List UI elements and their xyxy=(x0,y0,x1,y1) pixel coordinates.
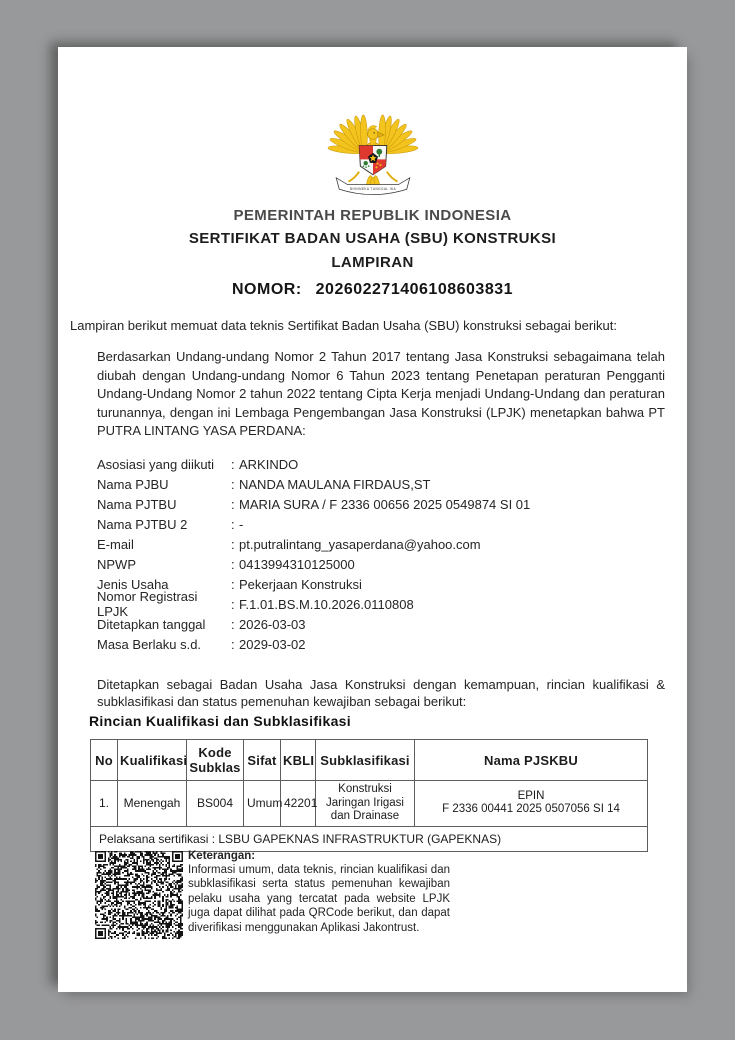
detail-value: 2029-03-02 xyxy=(239,636,306,652)
attachment-subtitle: LAMPIRAN xyxy=(331,254,414,271)
certificate-page xyxy=(58,47,687,992)
garuda-icon xyxy=(327,107,419,201)
detail-colon: : xyxy=(231,456,235,472)
legal-paragraph: Berdasarkan Undang-undang Nomor 2 Tahun 2017 tentang Jasa Konstruksi sebagaimana telah diubah dengan Undang-undang Nomor 6 Tahun 2023 tentang Penetapan peraturan Pengganti Undang-Undang Nomor 2 tahun 2022 tentang Cipta Kerja menjadi Undang-Undang dan peraturan turunannya, dengan ini Lembaga Pengembangan Jasa Konstruksi (LPJK) menetapkan bahwa PT PUTRA LINTANG YASA PERDANA: xyxy=(97,349,665,439)
detail-colon: : xyxy=(231,516,235,532)
detail-colon: : xyxy=(231,536,235,552)
cell-nama-pjskbu xyxy=(415,781,648,827)
certificate-number: 202602271406108603831 xyxy=(315,281,514,298)
cell-kualifikasi: Menengah xyxy=(118,781,187,827)
table-heading: Rincian Kualifikasi dan Subklasifikasi xyxy=(89,713,351,729)
detail-row-nama-pjbu xyxy=(97,474,665,494)
company-details xyxy=(97,454,665,654)
column-header-kode-subklas: Kode Subklas xyxy=(187,740,244,781)
detail-label: NPWP xyxy=(97,556,136,572)
keterangan-body: Informasi umum, data teknis, rincian kualifikasi dan subklasifikasi serta status pemenuhan kewajiban pelaku usaha yang tercatat pada website LPJK juga dapat dilihat pada QRCode berikut, dan dapat diverifikasi menggunakan Aplikasi Jakontrust. xyxy=(188,864,450,934)
qualification-table xyxy=(90,739,648,852)
detail-label: Nama PJTBU 2 xyxy=(97,516,188,532)
detail-value: - xyxy=(239,516,244,532)
detail-value: Pekerjaan Konstruksi xyxy=(239,576,362,592)
pancasila-shield xyxy=(359,146,387,175)
detail-row-npwp xyxy=(97,554,665,574)
detail-colon: : xyxy=(231,476,235,492)
header-block xyxy=(58,204,687,303)
keterangan-block xyxy=(188,850,450,935)
detail-row-email xyxy=(97,534,665,554)
table-header-row xyxy=(91,740,648,781)
column-header-kualifikasi: Kualifikasi xyxy=(118,740,187,781)
detail-value: 0413994310125000 xyxy=(239,556,355,572)
cell-sifat: Umum xyxy=(244,781,281,827)
detail-label: Asosiasi yang diikuti xyxy=(97,456,215,472)
detail-label: Ditetapkan tanggal xyxy=(97,616,206,632)
detail-value: F.1.01.BS.M.10.2026.0110808 xyxy=(239,596,414,612)
detail-row-nomor-registrasi xyxy=(97,589,665,619)
qr-code xyxy=(95,851,183,939)
table-footer-row xyxy=(91,826,648,851)
cell-subklasifikasi: Konstruksi Jaringan Irigasi dan Drainase xyxy=(316,781,415,827)
detail-value: 2026-03-03 xyxy=(239,616,306,632)
detail-colon: : xyxy=(231,576,235,592)
column-header-kbli: KBLI xyxy=(281,740,316,781)
detail-label: Nomor Registrasi LPJK xyxy=(97,589,198,619)
detail-colon: : xyxy=(231,556,235,572)
detail-row-nama-pjtbu xyxy=(97,494,665,514)
detail-label: Jenis Usaha xyxy=(97,576,169,592)
detail-label: Nama PJBU xyxy=(97,476,169,492)
detail-label: Nama PJTBU xyxy=(97,496,177,512)
garuda-head xyxy=(367,129,378,140)
detail-row-nama-pjtbu-2 xyxy=(97,514,665,534)
column-header-nama-pjskbu: Nama PJSKBU xyxy=(415,740,648,781)
detail-row-ditetapkan xyxy=(97,614,665,634)
cell-kbli: 42201 xyxy=(281,781,316,827)
certificate-title: SERTIFIKAT BADAN USAHA (SBU) KONSTRUKSI xyxy=(188,230,557,247)
table-row xyxy=(91,781,648,827)
detail-value: MARIA SURA / F 2336 00656 2025 0549874 SI 01 xyxy=(239,496,531,512)
certification-executor: Pelaksana sertifikasi : LSBU GAPEKNAS INFRASTRUKTUR (GAPEKNAS) xyxy=(91,826,648,851)
detail-value: pt.putralintang_yasaperdana@yahoo.com xyxy=(239,536,481,552)
garuda-pancasila-emblem xyxy=(327,107,419,201)
column-header-sifat: Sifat xyxy=(244,740,281,781)
banner-text: BHINNEKA TUNGGAL IKA xyxy=(349,187,396,192)
detail-colon: : xyxy=(231,616,235,632)
intro-paragraph: Lampiran berikut memuat data teknis Sertifikat Badan Usaha (SBU) konstruksi sebagai berikut: xyxy=(70,318,617,333)
detail-value: NANDA MAULANA FIRDAUS,ST xyxy=(239,476,431,492)
certificate-number-line xyxy=(58,277,687,303)
detail-value: ARKINDO xyxy=(239,456,299,472)
detail-colon: : xyxy=(231,496,235,512)
detail-row-masa-berlaku xyxy=(97,634,665,654)
number-label: NOMOR: xyxy=(231,281,302,298)
pjskbu-code: F 2336 00441 2025 0507056 SI 14 xyxy=(442,803,620,816)
pjskbu-name: EPIN xyxy=(517,789,545,802)
keterangan-title: Keterangan: xyxy=(188,850,256,862)
cell-no: 1. xyxy=(91,781,118,827)
detail-label: Masa Berlaku s.d. xyxy=(97,636,202,652)
column-header-subklasifikasi: Subklasifikasi xyxy=(316,740,415,781)
detail-colon: : xyxy=(231,636,235,652)
garuda-eye xyxy=(373,132,374,133)
column-header-no: No xyxy=(91,740,118,781)
detail-row-asosiasi xyxy=(97,454,665,474)
government-title: PEMERINTAH REPUBLIK INDONESIA xyxy=(233,207,512,224)
detail-colon: : xyxy=(231,596,235,612)
qualification-intro: Ditetapkan sebagai Badan Usaha Jasa Konstruksi dengan kemampuan, rincian kualifikasi & subklasifikasi dan status pemenuhan kewajiban sebagai berikut: xyxy=(97,677,665,710)
cell-kode-subklas: BS004 xyxy=(187,781,244,827)
detail-label: E-mail xyxy=(97,536,134,552)
